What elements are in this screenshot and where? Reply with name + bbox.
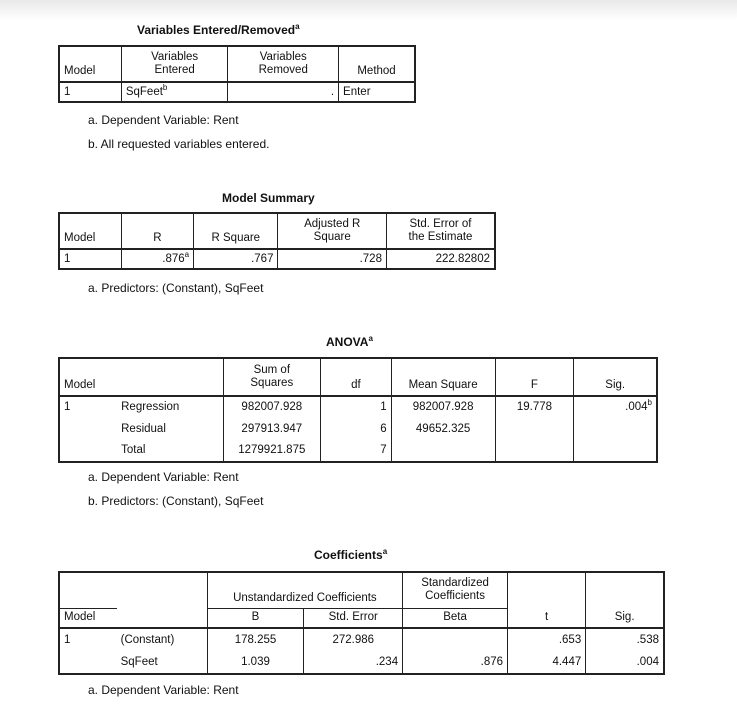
header-mean-square: Mean Square (391, 358, 495, 396)
cell-t: .653 (508, 628, 586, 651)
cell-sig: .538 (586, 628, 664, 651)
header-beta: Beta (403, 608, 508, 628)
cell-df: 7 (321, 440, 392, 462)
cell-sig (574, 440, 657, 462)
table-row (59, 628, 664, 651)
header-standardized-coefficients: Standardized Coefficients (403, 572, 508, 608)
cell-sig: .004$^b$ (574, 396, 657, 418)
header-unstandardized-coefficients: Unstandardized Coefficients (207, 572, 402, 608)
anova-table (58, 357, 658, 463)
header-sig: Sig. (574, 358, 657, 396)
header-source (117, 358, 223, 396)
header-method: Method (339, 46, 415, 82)
header-b: B (207, 608, 304, 628)
header-blank (586, 572, 664, 608)
table-row (59, 651, 664, 674)
table-row (59, 418, 657, 440)
header-variables-entered: Variables Entered (121, 46, 228, 82)
cell-mean-square: 49652.325 (391, 418, 495, 440)
footnote: b. All requested variables entered. (88, 137, 270, 151)
header-r: R (121, 213, 193, 249)
cell-method: Enter (339, 82, 415, 102)
header-sum-of-squares: Sum of Squares (223, 358, 321, 396)
top-gradient-bar (0, 0, 737, 20)
header-model: Model (59, 46, 121, 82)
row-model: 1 (64, 633, 71, 646)
footnote: a. Predictors: (Constant), SqFeet (88, 281, 264, 295)
header-variables-removed: Variables Removed (228, 46, 339, 82)
header-blank (508, 572, 586, 608)
footnote: a. Dependent Variable: Rent (88, 113, 239, 127)
header-std-error: Std. Error (304, 608, 403, 628)
footnote: a. Dependent Variable: Rent (88, 470, 239, 484)
cell-f (495, 440, 574, 462)
row-label: (Constant) (120, 633, 175, 646)
cell-std-error-estimate: 222.82802 (386, 249, 495, 269)
footnote: a. Dependent Variable: Rent (88, 683, 239, 697)
row-label: SqFeet (120, 655, 158, 668)
row-label: Regression (121, 401, 180, 413)
cell-b: 1.039 (207, 651, 304, 674)
coefficients-table (58, 571, 665, 675)
anova-title: ANOVA$^a$ (326, 334, 373, 349)
cell-std-error: 272.986 (304, 628, 403, 651)
cell-beta (403, 628, 508, 651)
table-row (59, 440, 657, 462)
header-f: F (495, 358, 574, 396)
footnote: b. Predictors: (Constant), SqFeet (88, 494, 264, 508)
cell-mean-square (391, 440, 495, 462)
cell-f (495, 418, 574, 440)
cell-f: 19.778 (495, 396, 574, 418)
row-model: 1 (64, 85, 71, 98)
cell-beta: .876 (403, 651, 508, 674)
row-label: Total (121, 444, 146, 456)
cell-df: 1 (321, 396, 392, 418)
variables-entered-table (58, 45, 416, 103)
header-std-error-estimate: Std. Error of the Estimate (386, 213, 495, 249)
cell-r-square: .767 (194, 249, 278, 269)
variables-table-title: Variables Entered/Removed$^a$ (137, 22, 300, 37)
table-row (59, 396, 657, 418)
row-model: 1 (64, 252, 71, 265)
header-model: Model (59, 213, 121, 249)
header-model: Model (59, 358, 117, 396)
cell-adjusted-r-square: .728 (278, 249, 386, 269)
header-t: t (508, 608, 586, 628)
header-adjusted-r-square: Adjusted R Square (278, 213, 386, 249)
cell-sum-of-squares: 297913.947 (223, 418, 321, 440)
cell-df: 6 (321, 418, 392, 440)
cell-sig (574, 418, 657, 440)
cell-mean-square: 982007.928 (391, 396, 495, 418)
cell-std-error: .234 (304, 651, 403, 674)
cell-entered: SqFeet$^b$ (121, 82, 228, 102)
header-r-square: R Square (194, 213, 278, 249)
cell-b: 178.255 (207, 628, 304, 651)
header-source (117, 608, 208, 628)
cell-removed: . (228, 82, 339, 102)
row-model: 1 (64, 401, 71, 413)
row-label: Residual (121, 422, 166, 435)
cell-sig: .004 (586, 651, 664, 674)
model-summary-title: Model Summary (222, 191, 315, 205)
coefficients-title: Coefficients$^a$ (314, 547, 388, 562)
cell-r: .876$^a$ (121, 249, 193, 269)
header-model: Model (59, 608, 117, 628)
cell-t: 4.447 (508, 651, 586, 674)
header-blank (59, 572, 117, 608)
header-df: df (321, 358, 392, 396)
cell-sum-of-squares: 1279921.875 (223, 440, 321, 462)
header-sig: Sig. (586, 608, 664, 628)
header-blank (117, 572, 208, 608)
model-summary-table (58, 212, 496, 270)
cell-sum-of-squares: 982007.928 (223, 396, 321, 418)
